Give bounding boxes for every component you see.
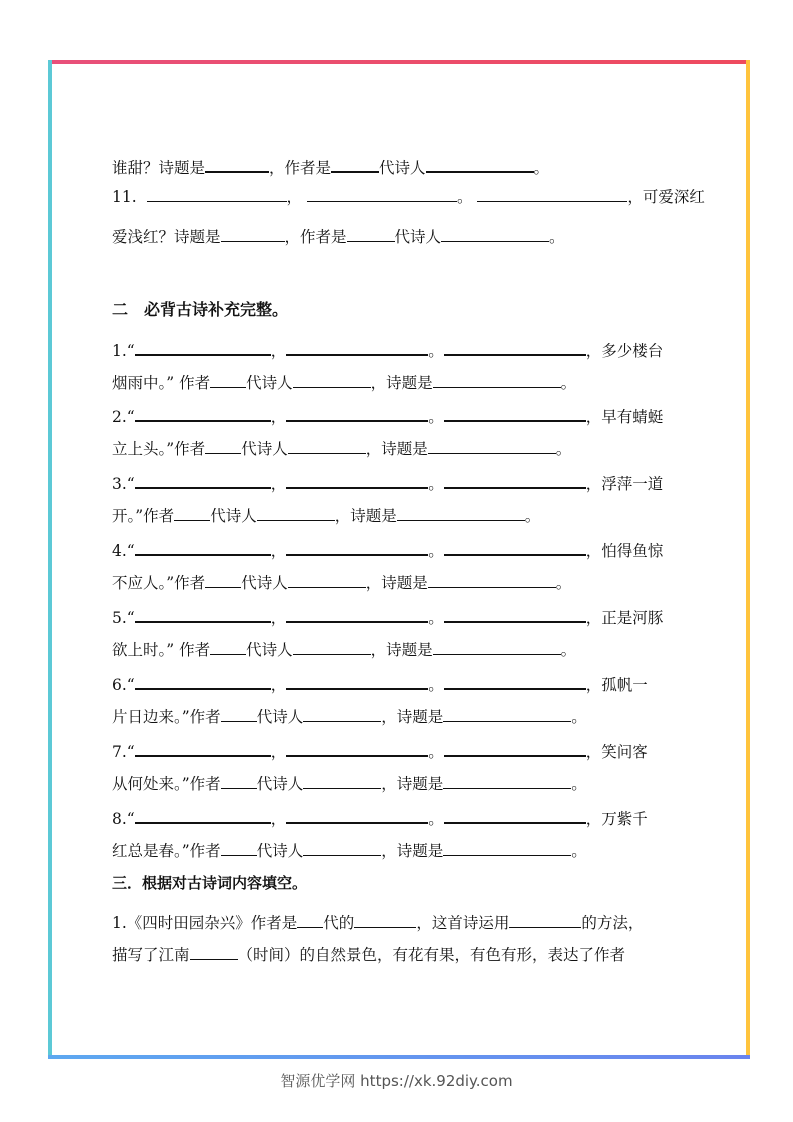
poem-item-6-line-2: [112, 707, 587, 727]
text: ，: [286, 188, 303, 206]
question-number: 11.: [112, 188, 137, 206]
question-number: 3.: [112, 475, 127, 493]
text: ，笑问客: [585, 743, 648, 761]
question-number: 7.: [112, 743, 127, 761]
text: 欲上时。” 作者: [112, 641, 211, 659]
section-3-question-1-line-2: [112, 945, 625, 965]
blank[interactable]: [205, 157, 269, 173]
blank[interactable]: [444, 340, 586, 356]
text: 。: [560, 641, 577, 659]
blank[interactable]: [444, 540, 586, 556]
poem-item-5-line-2: [112, 640, 576, 660]
blank[interactable]: [286, 674, 428, 690]
text: ，: [270, 676, 287, 694]
text: 。: [428, 342, 444, 360]
text: ，: [270, 408, 287, 426]
text: 。: [555, 574, 572, 592]
blank[interactable]: [221, 841, 257, 856]
text: ，作者是: [269, 159, 332, 177]
blank[interactable]: [426, 157, 534, 173]
blank[interactable]: [444, 808, 586, 824]
text: 代诗人: [394, 228, 442, 246]
text: 代诗人: [256, 842, 304, 860]
section-3-question-1-line-1: [112, 913, 643, 933]
text: ，怕得鱼惊: [585, 542, 664, 560]
question-number: 1.: [112, 342, 127, 360]
text: ，: [270, 475, 287, 493]
text: 。: [428, 475, 444, 493]
text: ，诗题是: [370, 641, 433, 659]
blank[interactable]: [286, 406, 428, 422]
blank[interactable]: [210, 640, 246, 655]
blank[interactable]: [221, 774, 257, 789]
text: 。: [428, 676, 444, 694]
text: 不应人。”作者: [112, 574, 206, 592]
blank[interactable]: [286, 741, 428, 757]
text: 。: [428, 743, 444, 761]
blank[interactable]: [286, 473, 428, 489]
text: 。: [560, 374, 577, 392]
footer-watermark: 智源优学网 https://xk.92diy.com: [280, 1072, 513, 1090]
blank[interactable]: [286, 808, 428, 824]
poem-item-2-line-2: [112, 439, 571, 459]
blank[interactable]: [288, 573, 366, 588]
blank[interactable]: [135, 540, 271, 556]
blank[interactable]: [303, 774, 381, 789]
blank[interactable]: [307, 187, 457, 202]
quote-mark: “: [126, 810, 135, 828]
blank[interactable]: [347, 227, 395, 242]
blank[interactable]: [135, 607, 271, 623]
poem-item-6-line-1: [112, 674, 648, 695]
blank[interactable]: [293, 373, 371, 388]
question-number: 8.: [112, 810, 127, 828]
text: 代诗人: [379, 159, 426, 177]
question-11-line-2: [112, 227, 565, 247]
text: ，孤帆一: [585, 676, 648, 694]
text: ，可爱深红: [627, 188, 705, 206]
text: 。: [428, 542, 444, 560]
blank[interactable]: [428, 573, 556, 588]
text: 。: [428, 609, 444, 627]
blank[interactable]: [135, 808, 271, 824]
frame-bottom-border: [48, 1055, 750, 1059]
poem-item-3-line-1: [112, 473, 663, 494]
text: 。: [549, 228, 565, 246]
text: 代诗人: [246, 374, 293, 392]
text: ，诗题是: [381, 708, 444, 726]
question-11-line-1: [112, 187, 705, 207]
text: ，作者是: [284, 228, 347, 246]
blank[interactable]: [444, 473, 586, 489]
blank[interactable]: [303, 707, 381, 722]
text: 。: [456, 188, 473, 206]
blank[interactable]: [444, 741, 586, 757]
quote-mark: “: [126, 676, 135, 694]
text: 代的: [323, 914, 355, 932]
blank[interactable]: [286, 340, 428, 356]
text: 从何处来。”作者: [112, 775, 221, 793]
poem-item-4-line-1: [112, 540, 663, 561]
text: 烟雨中。” 作者: [112, 374, 211, 392]
text: 。: [571, 842, 587, 860]
text: ，早有蜻蜓: [585, 408, 664, 426]
text: 代诗人: [241, 574, 288, 592]
blank[interactable]: [286, 540, 428, 556]
blank[interactable]: [509, 913, 581, 928]
blank[interactable]: [221, 227, 285, 242]
text: 。: [533, 159, 550, 177]
text: 。: [428, 810, 444, 828]
frame-right-border: [746, 60, 750, 1058]
text: 立上头。”作者: [112, 440, 206, 458]
question-number: 6.: [112, 676, 127, 694]
blank[interactable]: [433, 373, 561, 388]
text: ，: [270, 609, 287, 627]
text: （时间）的自然景色，有花有果，有色有形，表达了作者: [237, 946, 626, 964]
frame-top-border: [48, 60, 750, 64]
quote-mark: “: [126, 609, 135, 627]
blank[interactable]: [297, 913, 323, 928]
blank[interactable]: [174, 506, 210, 521]
text: ，诗题是: [370, 374, 433, 392]
text: 代诗人: [256, 775, 304, 793]
text: ，这首诗运用: [416, 914, 510, 932]
poem-item-5-line-1: [112, 607, 663, 628]
blank[interactable]: [288, 439, 366, 454]
quote-mark: “: [126, 408, 135, 426]
blank[interactable]: [443, 841, 571, 856]
blank[interactable]: [428, 439, 556, 454]
question-10-line-2: [112, 157, 549, 178]
text: ，诗题是: [365, 574, 428, 592]
blank[interactable]: [135, 406, 271, 422]
poem-item-7-line-2: [112, 774, 587, 794]
question-number: 2.: [112, 408, 127, 426]
text: ，浮萍一道: [585, 475, 664, 493]
blank[interactable]: [147, 187, 287, 202]
text: 开。”作者: [112, 507, 175, 525]
blank[interactable]: [135, 674, 271, 690]
poem-item-2-line-1: [112, 406, 663, 427]
text: ，万紫千: [585, 810, 648, 828]
text: 代诗人: [256, 708, 304, 726]
poem-item-8-line-2: [112, 841, 587, 861]
blank[interactable]: [135, 741, 271, 757]
text: 1.《四时田园杂兴》作者是: [112, 914, 298, 932]
text: 。: [428, 408, 444, 426]
text: ，正是河豚: [585, 609, 664, 627]
blank[interactable]: [441, 227, 549, 242]
text: 代诗人: [246, 641, 293, 659]
quote-mark: “: [126, 342, 135, 360]
section-3-title: 三．根据对古诗词内容填空。: [112, 874, 308, 892]
text: 代诗人: [210, 507, 257, 525]
poem-item-3-line-2: [112, 506, 540, 526]
poem-item-1-line-1: [112, 340, 663, 361]
blank[interactable]: [205, 439, 241, 454]
blank[interactable]: [443, 774, 571, 789]
blank[interactable]: [135, 473, 271, 489]
blank[interactable]: [444, 607, 586, 623]
question-number: 4.: [112, 542, 127, 560]
poem-item-1-line-2: [112, 373, 576, 393]
blank[interactable]: [444, 406, 586, 422]
blank[interactable]: [433, 640, 561, 655]
text: ，: [270, 542, 287, 560]
text: 。: [555, 440, 572, 458]
text: ，诗题是: [381, 775, 444, 793]
poem-item-7-line-1: [112, 741, 648, 762]
poem-item-4-line-2: [112, 573, 571, 593]
text: ，: [270, 342, 287, 360]
blank[interactable]: [397, 506, 525, 521]
blank[interactable]: [221, 707, 257, 722]
text: ，诗题是: [381, 842, 444, 860]
blank[interactable]: [331, 157, 379, 173]
blank[interactable]: [286, 607, 428, 623]
blank[interactable]: [293, 640, 371, 655]
text: ，: [270, 810, 287, 828]
text: 片日边来。”作者: [112, 708, 221, 726]
text: 描写了江南: [112, 946, 190, 964]
text: 红总是春。”作者: [112, 842, 221, 860]
section-2-title: 二 必背古诗补充完整。: [112, 300, 289, 319]
blank[interactable]: [135, 340, 271, 356]
question-number: 5.: [112, 609, 127, 627]
blank[interactable]: [303, 841, 381, 856]
text: 谁甜？诗题是: [112, 159, 206, 177]
frame-left-border: [48, 60, 52, 1058]
blank[interactable]: [354, 913, 416, 928]
poem-item-8-line-1: [112, 808, 648, 829]
text: ，多少楼台: [585, 342, 664, 360]
blank[interactable]: [205, 573, 241, 588]
quote-mark: “: [126, 475, 135, 493]
text: 。: [571, 775, 587, 793]
text: 爱浅红？诗题是: [112, 228, 221, 246]
blank[interactable]: [444, 674, 586, 690]
blank[interactable]: [210, 373, 246, 388]
text: 。: [524, 507, 541, 525]
text: 的方法，: [581, 914, 644, 932]
blank[interactable]: [477, 187, 627, 202]
text: 代诗人: [241, 440, 288, 458]
text: ，诗题是: [334, 507, 397, 525]
blank[interactable]: [190, 945, 238, 960]
quote-mark: “: [126, 542, 135, 560]
blank[interactable]: [257, 506, 335, 521]
blank[interactable]: [443, 707, 571, 722]
text: ，诗题是: [365, 440, 428, 458]
text: 。: [571, 708, 587, 726]
quote-mark: “: [126, 743, 135, 761]
text: ，: [270, 743, 287, 761]
